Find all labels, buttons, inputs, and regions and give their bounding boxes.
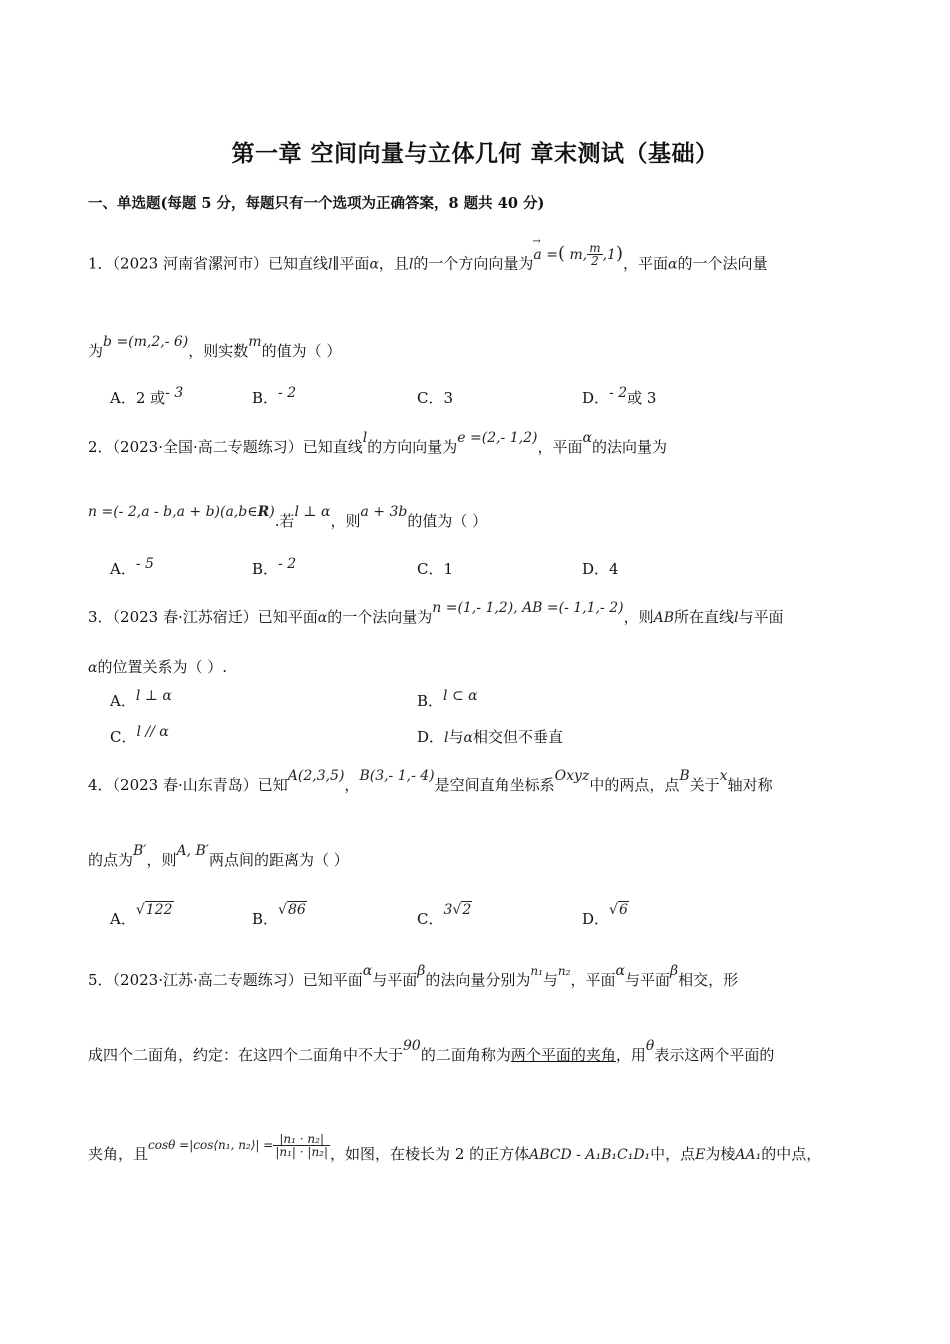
- q2-option-c[interactable]: C．1: [417, 560, 454, 578]
- cosine-formula: cosθ =|cos⟨n₁, n₂⟩| = |n₁ · n₂| |n₁| · |n₂|: [148, 1132, 329, 1159]
- question-3-line-1: 3．（2023 春·江苏宿迁）已知平面α的一个法向量为n =(1,- 1,2), AB =(- 1,1,- 2)，则AB所在直线l与平面: [88, 600, 784, 626]
- q4-option-c[interactable]: C．3√2: [417, 902, 472, 928]
- underlined-term: 两个平面的夹角: [510, 1046, 616, 1064]
- q3-option-a[interactable]: A．l ⊥ α: [110, 688, 172, 710]
- q2-option-a[interactable]: A．- 5: [110, 556, 154, 578]
- q3-option-b[interactable]: B．l ⊂ α: [417, 688, 478, 710]
- q1-option-b[interactable]: B．- 2: [252, 385, 297, 407]
- question-5-line-3: 夹角，且$^{cos\theta =|cos⟨n_1, n_2⟩| = \frac{\text{|n₁ · n₂|}}{\text{|n₁| · |n₂|}}}$ ，如图，在棱长为 2 的正方体ABCD - A₁B₁C₁D₁中，点E为棱AA₁的中点，: [88, 1132, 822, 1163]
- question-2-line-2: n =(- 2,a - b,a + b)(a,b∈R).若l ⊥ α，则a + 3b的值为（ ）: [88, 504, 488, 530]
- normal-and-ab-vectors: n =(1,- 1,2), AB =(- 1,1,- 2): [432, 600, 624, 616]
- vector-n: n =(- 2,a - b,a + b)(a,b∈R): [88, 504, 275, 520]
- question-5-line-2: 成四个二面角，约定：在这四个二面角中不大于90的二面角称为两个平面的夹角，用θ表示这两个平面的: [88, 1038, 775, 1064]
- section-heading: 一、单选题(每题 5 分，每题只有一个选项为正确答案，8 题共 40 分): [88, 195, 545, 212]
- question-5-line-1: 5．（2023·江苏·高二专题练习）已知平面α与平面β的法向量分别为$^{n_1}$与$^{n_2}$，平面α与平面β相交，形: [88, 963, 739, 989]
- vector-a: → a =( m, $\frac{m}{2}$ ,1): [533, 247, 623, 263]
- question-4-line-2: 的点为B′，则A, B′两点间的距离为（ ）: [88, 843, 349, 869]
- q4-option-d[interactable]: D．√6: [582, 902, 628, 928]
- vector-b: b =(m,2,- 6): [103, 334, 189, 350]
- q1-option-c[interactable]: C．3: [417, 389, 454, 407]
- q2-option-b[interactable]: B．- 2: [252, 556, 297, 578]
- question-1-line-1: 1．（2023 河南省漯河市）已知直线l∥平面α，且l的一个方向向量为→ a =( m, $\frac{m}{2}$ ,1)，平面α的一个法向量: [88, 252, 767, 277]
- q2-option-d[interactable]: D．4: [582, 560, 619, 578]
- q1-option-d[interactable]: D．- 2或 3: [582, 385, 657, 407]
- vector-e: e =(2,- 1,2): [457, 430, 538, 446]
- q3-option-c[interactable]: C．l // α: [110, 724, 169, 746]
- question-3-line-2: α的位置关系为（ ）.: [88, 658, 228, 676]
- question-1-line-2: 为b =(m,2,- 6)，则实数m的值为（ ）: [88, 334, 342, 360]
- page-title: 第一章 空间向量与立体几何 章末测试（基础）: [231, 141, 719, 167]
- q1-option-a[interactable]: A．2 或- 3: [110, 385, 184, 407]
- point-b: B(3,- 1,- 4): [359, 768, 435, 784]
- q3-option-d[interactable]: D．l与α相交但不垂直: [417, 728, 564, 746]
- q4-option-b[interactable]: B．√86: [252, 902, 306, 928]
- question-4-line-1: 4．（2023 春·山东青岛）已知A(2,3,5)，B(3,- 1,- 4)是空间直角坐标系Oxyz中的两点，点B关于x轴对称: [88, 768, 773, 794]
- question-2-line-1: 2．（2023·全国·高二专题练习）已知直线l的方向向量为e =(2,- 1,2)，平面α的法向量为: [88, 430, 667, 456]
- q4-option-a[interactable]: A．√122: [110, 902, 173, 928]
- point-a: A(2,3,5): [287, 768, 345, 784]
